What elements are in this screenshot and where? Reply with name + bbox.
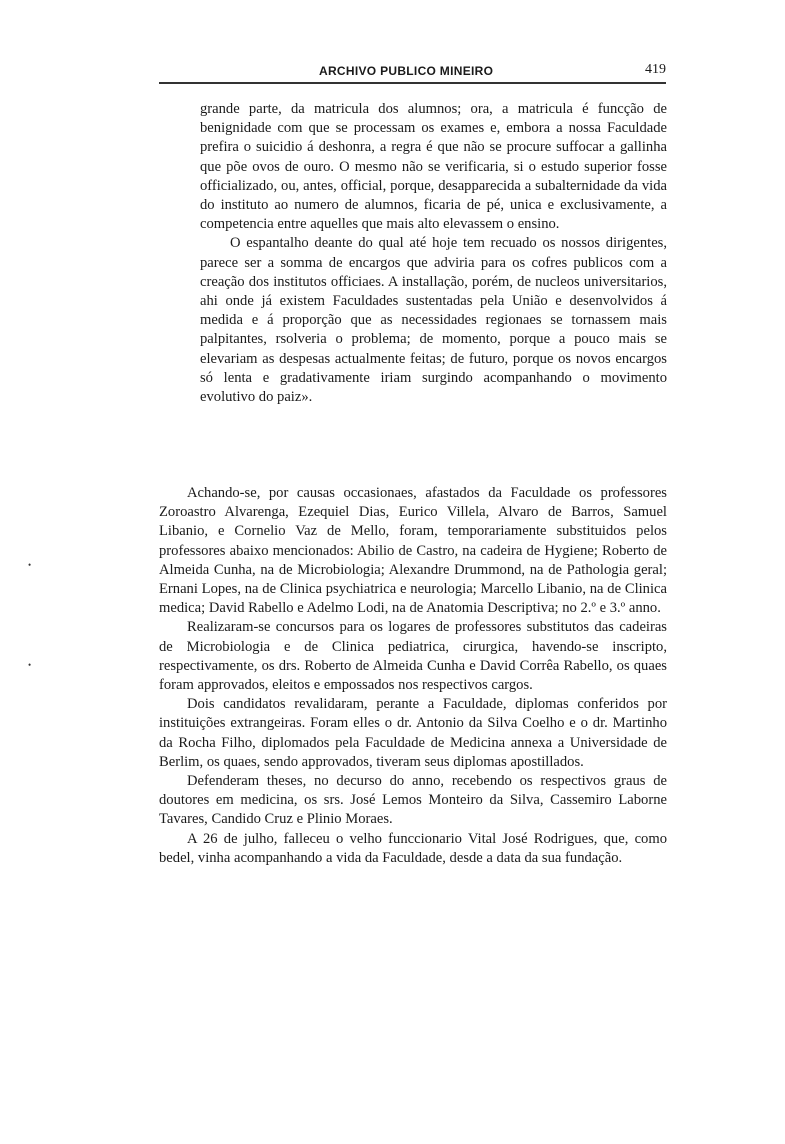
page-number: 419 bbox=[645, 62, 666, 77]
body-paragraph: Achando-se, por causas occasionaes, afastados da Faculdade os professores Zoroastro Alvarenga, Ezequiel Dias, Eurico Villela, Alvaro de Barros, Samuel Libanio, e Cornelio Vaz de Mello, foram, temporariamente substituidos pelos professores abaixo mencionados: Abilio de Castro, na cadeira de Hygiene; Roberto de Almeida Cunha, na de Microbiologia; Alexandre Drummond, na de Pathologia geral; Ernani Lopes, na de Clinica psychiatrica e neurologia; Marcello Libanio, na de Clinica medica; David Rabello e Adelmo Lodi, na de Anatomia Descriptiva; no 2.º e 3.º anno. bbox=[159, 485, 667, 617]
quote-paragraph: grande parte, da matricula dos alumnos; ora, a matricula é funcção de benignidade com que se processam os exames e, embora a nossa Faculdade prefira o suicidio á deshonra, a regra é que não se procure suffocar a gallinha que põe ovos de ouro. O mesmo não se verificaria, si o estudo superior fosse officializado, ou, antes, official, porque, desapparecida a subalternidade da vida do instituto ao numero de alumnos, ficaria de pé, unica e exclusivamente, a competencia entre aquelles que mais alto elevassem o ensino. bbox=[200, 101, 667, 233]
margin-mark: • bbox=[28, 560, 32, 570]
margin-mark: • bbox=[28, 660, 32, 670]
quote-paragraph: O espantalho deante do qual até hoje tem recuado os nossos dirigentes, parece ser a somma de encargos que adviria para os cofres publicos com a creação dos institutos officiaes. A installação, porém, de nucleos universitarios, ahi onde já existem Faculdades sustentadas pela União e desenvolvidos á medida e á proporção que as necessidades regionaes se tornassem mais palpitantes, rsolveria o problema; de momento, porque a pouco mais se elevariam as despesas actualmente feitas; de futuro, porque os novos encargos só lenta e gradativamente iriam surgindo acompanhando o movimento evolutivo do paiz». bbox=[200, 235, 667, 406]
body-paragraph: Defenderam theses, no decurso do anno, recebendo os respectivos graus de doutores em medicina, os srs. José Lemos Monteiro da Silva, Cassemiro Laborne Tavares, Candido Cruz e Plinio Moraes. bbox=[159, 773, 667, 828]
running-title: ARCHIVO PUBLICO MINEIRO bbox=[319, 64, 494, 78]
quoted-passage bbox=[200, 100, 667, 407]
body-paragraph: A 26 de julho, falleceu o velho funccionario Vital José Rodrigues, que, como bedel, vinha acompanhando a vida da Faculdade, desde a data da sua fundação. bbox=[159, 830, 667, 866]
body-paragraph: Dois candidatos revalidaram, perante a Faculdade, diplomas conferidos por instituições extrangeiras. Foram elles o dr. Antonio da Silva Coelho e o dr. Martinho da Rocha Filho, diplomados pela Faculdade de Medicina annexa a Universidade de Berlim, os quaes, sendo approvados, tiveram seus diplomas apostillados. bbox=[159, 696, 667, 770]
running-header bbox=[159, 62, 666, 84]
body-text bbox=[159, 484, 667, 868]
header-rule bbox=[159, 82, 666, 84]
body-paragraph: Realizaram-se concursos para os logares de professores substitutos das cadeiras de Microbiologia e de Clinica pediatrica, cirurgica, havendo-se inscripto, respectivamente, os drs. Roberto de Almeida Cunha e David Corrêa Rabello, os quaes foram approvados, eleitos e empossados nos respectivos cargos. bbox=[159, 619, 667, 694]
